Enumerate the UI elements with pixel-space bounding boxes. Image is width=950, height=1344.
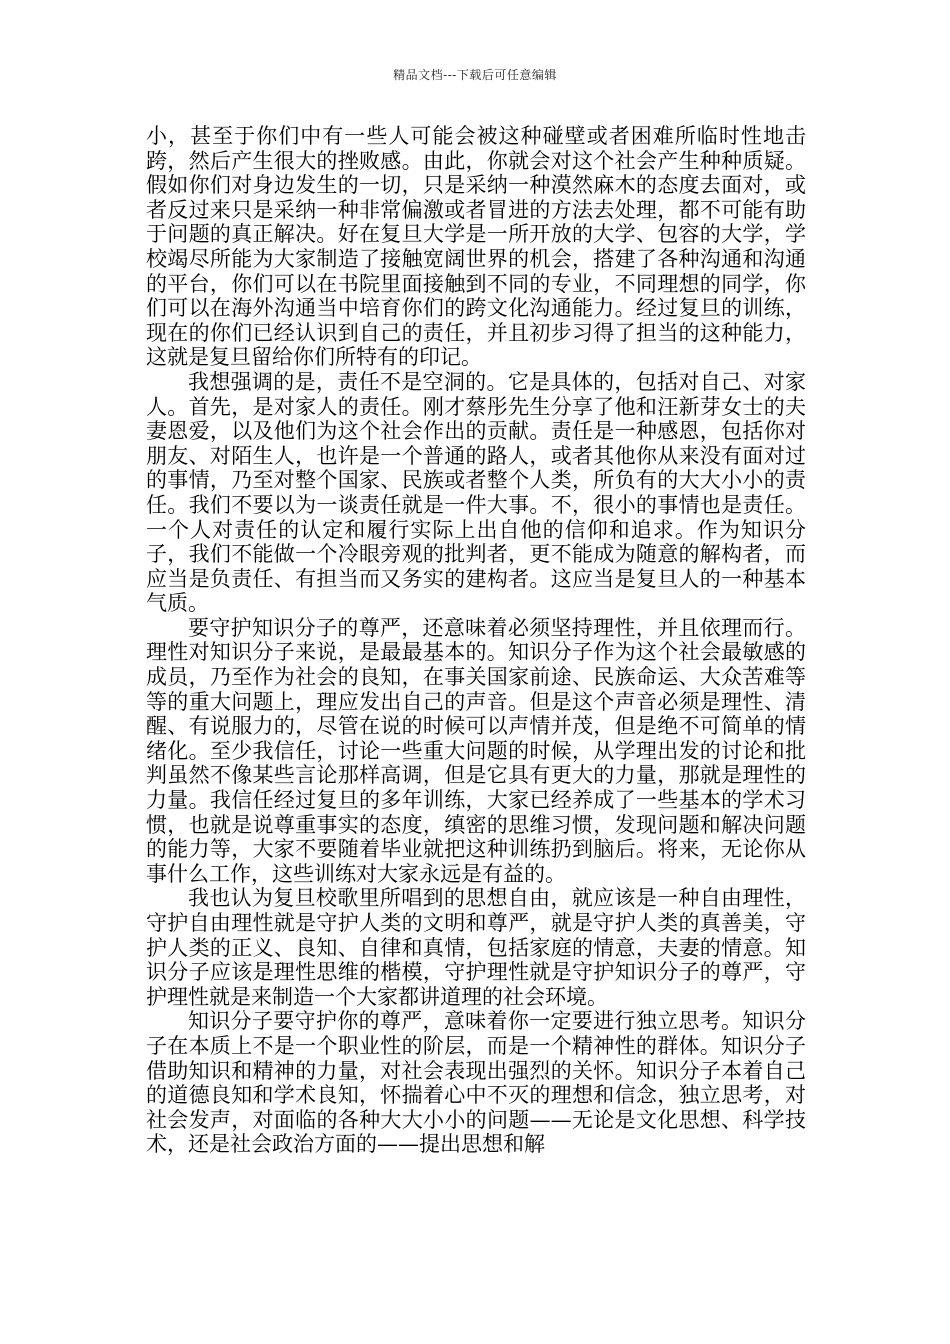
paragraph-5: 知识分子要守护你的尊严，意味着你一定要进行独立思考。知识分子在本质上不是一个职业性的阶层，而是一个精神性的群体。知识分子借助知识和精神的力量，对社会表现出强烈的关怀。知识分子本着自己的道德良知和学术良知，怀揣着心中不灭的理想和信念，独立思考，对社会发声，对面临的各种大大小小的问题——无论是文化思想、科学技术，还是社会政治方面的——提出思想和解 xyxy=(146,1009,806,1157)
paragraph-3: 要守护知识分子的尊严，还意味着必须坚持理性，并且依理而行。理性对知识分子来说，是最最基本的。知识分子作为这个社会最敏感的成员，乃至作为社会的良知，在事关国家前途、民族命运、大众苦难等等的重大问题上，理应发出自己的声音。但是这个声音必须是理性、清醒、有说服力的，尽管在说的时候可以声情并茂，但是绝不可简单的情绪化。至少我信任，讨论一些重大问题的时候，从学理出发的讨论和批判虽然不像某些言论那样高调，但是它具有更大的力量，那就是理性的力量。我信任经过复旦的多年训练，大家已经养成了一些基本的学术习惯，也就是说尊重事实的态度，缜密的思维习惯，发现问题和解决问题的能力等，大家不要随着毕业就把这种训练扔到脑后。将来，无论你从事什么工作，这些训练对大家永远是有益的。 xyxy=(146,615,806,886)
page-header: 精品文档---下载后可任意编辑 xyxy=(393,68,557,82)
paragraph-2: 我想强调的是，责任不是空洞的。它是具体的，包括对自己、对家人。首先，是对家人的责任。刚才蔡彤先生分享了他和汪新芽女士的夫妻恩爱，以及他们为这个社会作出的贡献。责任是一种感恩，包括你对朋友、对陌生人，也许是一个普通的路人，或者其他你从来没有面对过的事情，乃至对整个国家、民族或者整个人类，所负有的大大小小的责任。我们不要以为一谈责任就是一件大事。不，很小的事情也是责任。一个人对责任的认定和履行实际上出自他的信仰和追求。作为知识分子，我们不能做一个冷眼旁观的批判者，更不能成为随意的解构者，而应当是负责任、有担当而又务实的建构者。这应当是复旦人的一种基本气质。 xyxy=(146,369,806,616)
document-body xyxy=(146,124,806,1157)
paragraph-4: 我也认为复旦校歌里所唱到的思想自由，就应该是一种自由理性，守护自由理性就是守护人类的文明和尊严，就是守护人类的真善美，守护人类的正义、良知、自律和真情，包括家庭的情意，夫妻的情意。知识分子应该是理性思维的楷模，守护理性就是守护知识分子的尊严，守护理性就是来制造一个大家都讲道理的社会环境。 xyxy=(146,886,806,1009)
paragraph-1: 小，甚至于你们中有一些人可能会被这种碰壁或者困难所临时性地击跨，然后产生很大的挫败感。由此，你就会对这个社会产生种种质疑。假如你们对身边发生的一切，只是采纳一种漠然麻木的态度去面对，或者反过来只是采纳一种非常偏激或者冒进的方法去处理，都不可能有助于问题的真正解决。好在复旦大学是一所开放的大学、包容的大学，学校竭尽所能为大家制造了接触宽阔世界的机会，搭建了各种沟通和沟通的平台，你们可以在书院里面接触到不同的专业，不同理想的同学，你们可以在海外沟通当中培育你们的跨文化沟通能力。经过复旦的训练，现在的你们已经认识到自己的责任，并且初步习得了担当的这种能力，这就是复旦留给你们所特有的印记。 xyxy=(146,124,806,370)
